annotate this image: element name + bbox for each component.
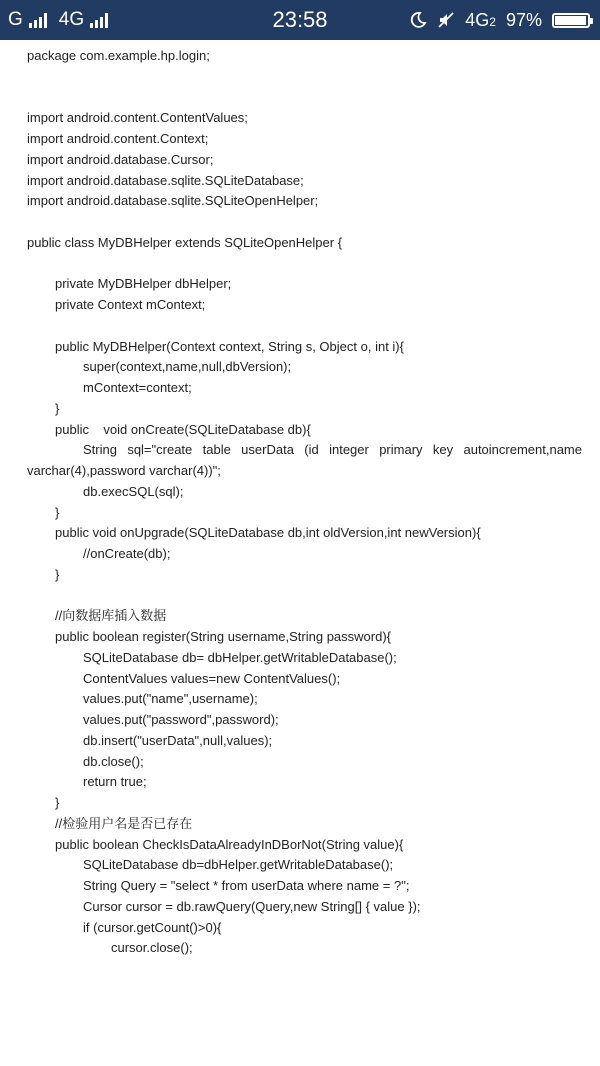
code-line: mContext=context; xyxy=(83,380,192,395)
code-document xyxy=(27,46,582,959)
code-line: if (cursor.getCount()>0){ xyxy=(83,919,222,935)
code-line: public MyDBHelper(Context context, String s, Object o, int i){ xyxy=(55,338,404,354)
code-line: public boolean CheckIsDataAlreadyInDBorNot(String value){ xyxy=(55,836,404,852)
code-line: private MyDBHelper dbHelper; xyxy=(55,276,232,292)
code-line: import android.database.sqlite.SQLiteDatabase; xyxy=(27,172,304,188)
code-line: db.insert("userData",null,values); xyxy=(83,732,273,748)
code-line: super(context,name,null,dbVersion); xyxy=(83,359,292,375)
code-line: db.close(); xyxy=(83,753,144,769)
code-line: SQLiteDatabase db= dbHelper.getWritableDatabase(); xyxy=(83,649,397,665)
code-line: } xyxy=(55,566,60,582)
blank-line xyxy=(27,212,582,233)
code-line: private Context mContext; xyxy=(55,297,206,312)
code-line: varchar(4),password varchar(4))"; xyxy=(27,463,221,478)
blank-line xyxy=(27,586,582,607)
status-bar-right xyxy=(409,0,590,40)
battery-fill xyxy=(555,16,586,25)
code-line: String sql="create table userData (id integer primary key autoincrement,name xyxy=(83,442,582,458)
code-line: String Query = "select * from userData where name = ?"; xyxy=(83,878,410,893)
code-line: } xyxy=(55,795,60,810)
code-line: Cursor cursor = db.rawQuery(Query,new String[] { value }); xyxy=(83,898,421,914)
battery-icon xyxy=(552,13,590,28)
code-line: import android.database.Cursor; xyxy=(27,151,214,167)
mobile-data-label: 4G xyxy=(465,9,490,30)
blank-line xyxy=(27,316,582,337)
code-line: //向数据库插入数据 xyxy=(55,608,167,624)
code-line: public boolean register(String username,String password){ xyxy=(55,629,392,644)
carrier-label: G xyxy=(8,9,23,30)
code-line: package com.example.hp.login; xyxy=(27,48,210,63)
code-line: } xyxy=(55,400,60,416)
clock: 23:58 xyxy=(272,7,328,32)
mute-icon xyxy=(437,11,455,29)
code-line: //检验用户名是否已存在 xyxy=(55,815,193,831)
code-line: } xyxy=(55,504,60,520)
mobile-data-sub-label: 2 xyxy=(489,14,496,29)
network-type-label: 4G xyxy=(58,9,85,30)
blank-line xyxy=(27,88,582,109)
code-line: db.execSQL(sql); xyxy=(83,483,184,499)
code-line: public void onUpgrade(SQLiteDatabase db,int oldVersion,int newVersion){ xyxy=(55,525,481,541)
blank-line xyxy=(27,254,582,275)
status-bar xyxy=(0,0,600,40)
code-line: import android.content.Context; xyxy=(27,131,209,146)
code-line: public class MyDBHelper extends SQLiteOpenHelper { xyxy=(27,234,343,250)
code-line: //onCreate(db); xyxy=(83,546,171,561)
code-line: return true; xyxy=(83,774,147,790)
code-line: SQLiteDatabase db=dbHelper.getWritableDatabase(); xyxy=(83,857,394,873)
battery-percent: 97% xyxy=(505,9,542,30)
code-line: values.put("name",username); xyxy=(83,691,258,707)
moon-icon xyxy=(409,11,427,29)
code-line: ContentValues values=new ContentValues(); xyxy=(83,670,341,686)
code-line: import android.database.sqlite.SQLiteOpenHelper; xyxy=(27,193,319,209)
code-line: import android.content.ContentValues; xyxy=(27,110,248,126)
code-line: values.put("password",password); xyxy=(83,712,279,727)
mobile-data-indicator xyxy=(465,10,496,31)
code-line: public void onCreate(SQLiteDatabase db){ xyxy=(55,421,311,437)
code-line: cursor.close(); xyxy=(111,940,193,956)
blank-line xyxy=(27,67,582,88)
